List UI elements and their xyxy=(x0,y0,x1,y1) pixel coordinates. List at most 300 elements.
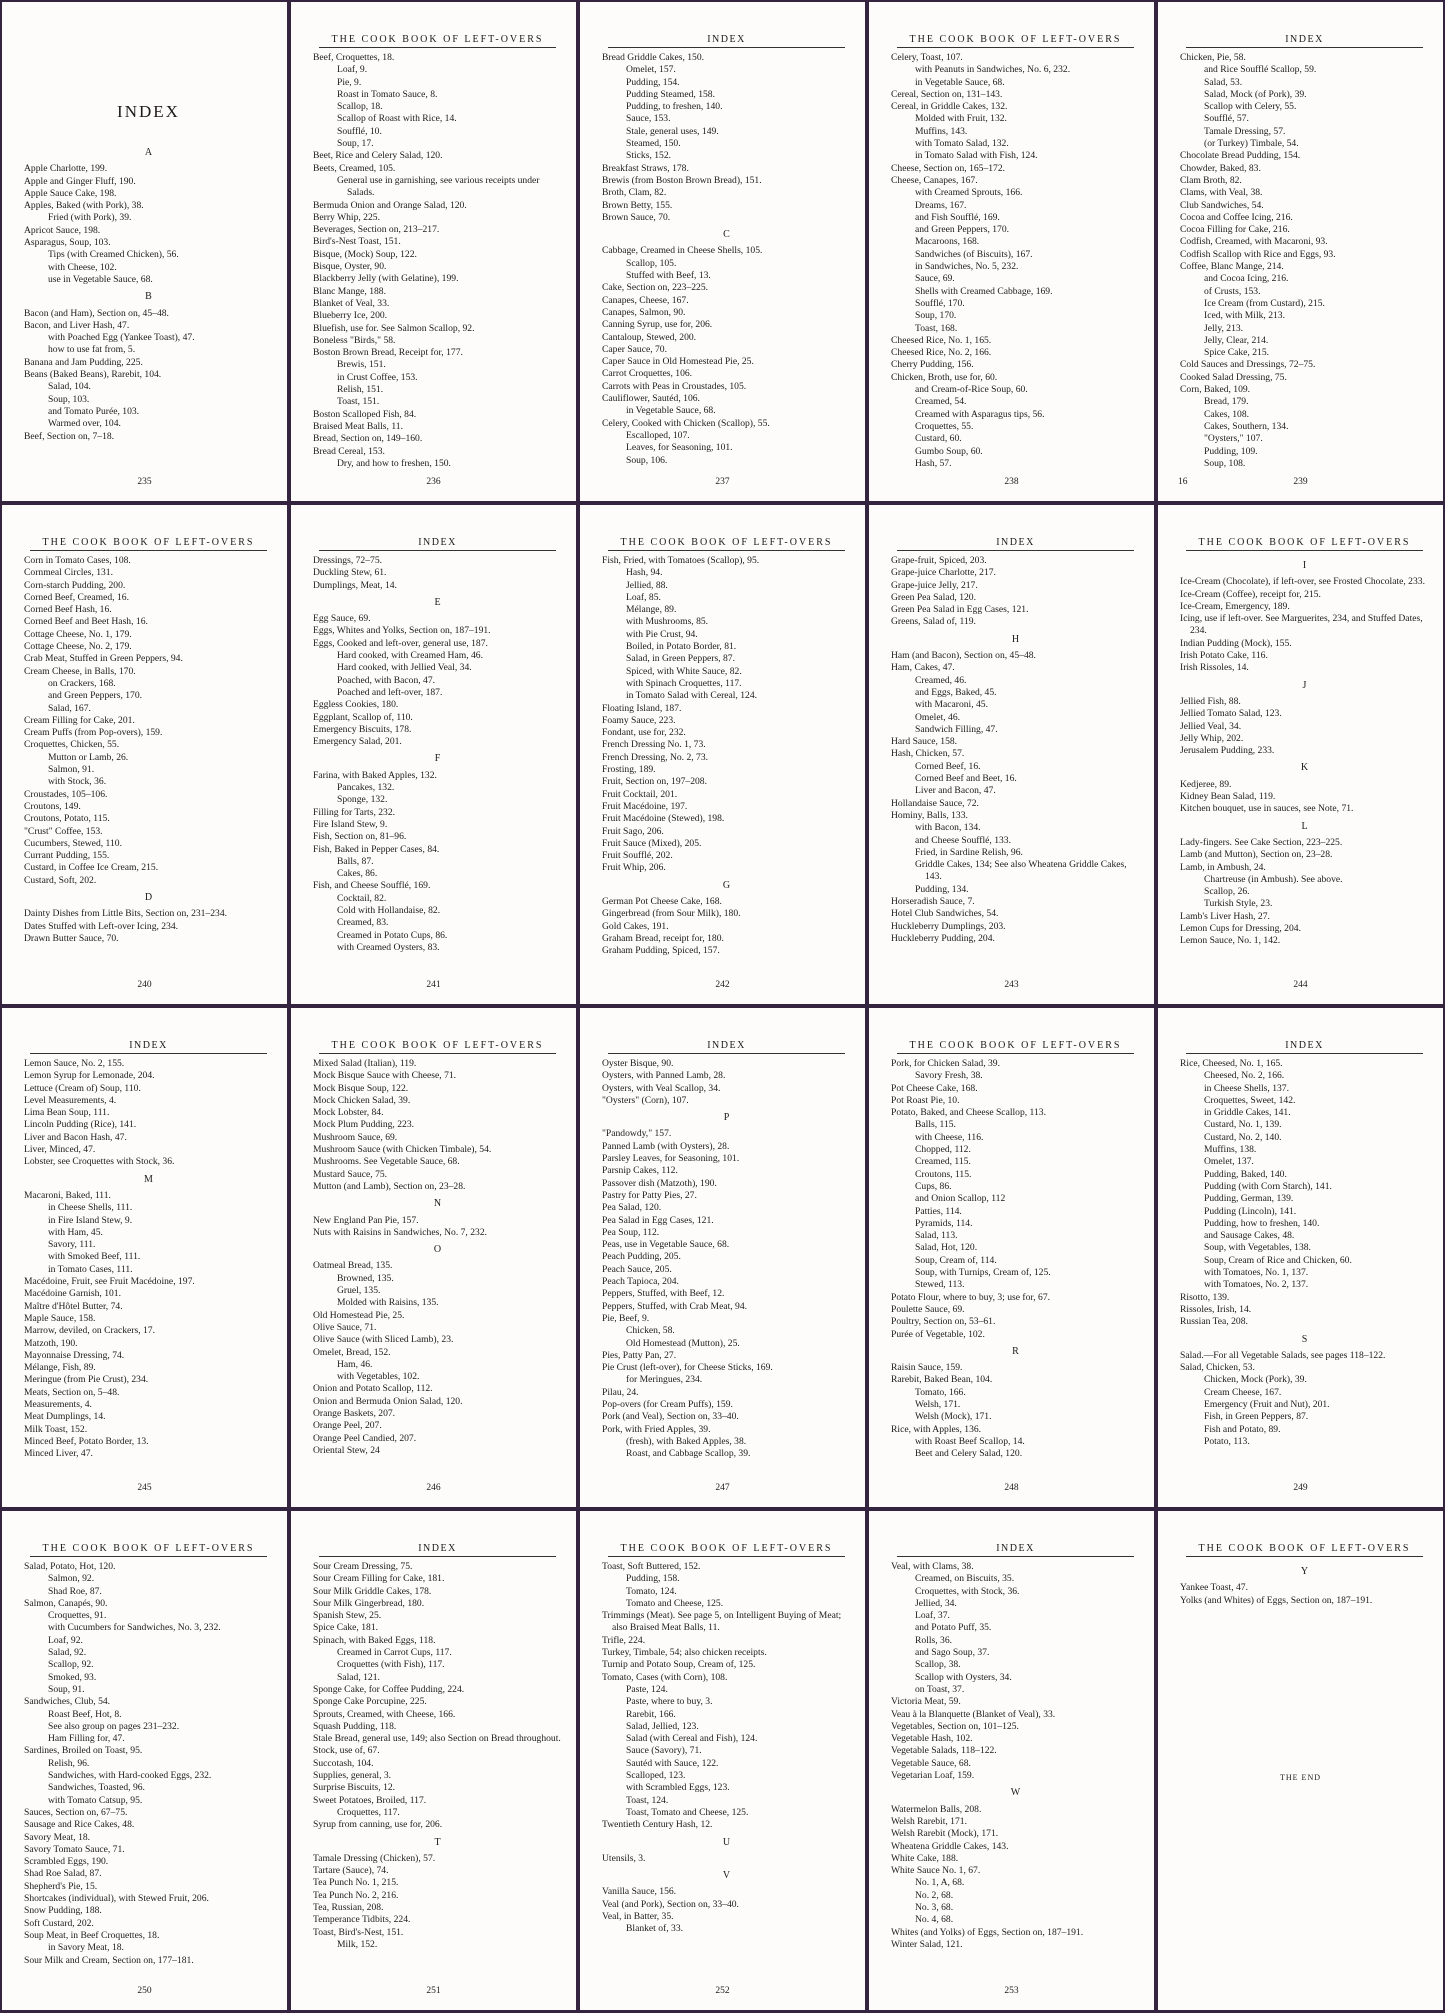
index-entries xyxy=(891,555,1140,945)
index-subentry: Macaroons, 168. xyxy=(915,236,980,248)
book-page xyxy=(1158,1008,1443,1507)
index-entries xyxy=(24,1058,273,1461)
index-entry: Banana and Jam Pudding, 225. xyxy=(24,356,143,368)
index-entry: Soft Custard, 202. xyxy=(24,1917,94,1929)
index-subentry: Soup, 106. xyxy=(626,454,668,466)
index-subentry: Jelly, 213. xyxy=(1204,322,1244,334)
page-header: THE COOK BOOK OF LEFT-OVERS xyxy=(30,537,267,551)
index-subentry: with Vegetables, 102. xyxy=(337,1371,420,1383)
index-entry: Gold Cakes, 191. xyxy=(602,920,669,932)
signature-mark: 16 xyxy=(1178,477,1188,487)
index-entry: Coffee, Blanc Mange, 214. xyxy=(1180,261,1284,273)
index-subentry: Cold with Hollandaise, 82. xyxy=(337,905,441,917)
index-subentry: Fish and Potato, 89. xyxy=(1204,1423,1281,1435)
index-entries xyxy=(313,52,562,470)
index-subentry: Croquettes, 55. xyxy=(915,420,974,432)
index-subentry: Blanket of, 33. xyxy=(626,1923,684,1935)
index-entry: White Cake, 188. xyxy=(891,1852,959,1864)
index-entry: Lobster, see Croquettes with Stock, 36. xyxy=(24,1156,175,1168)
section-letter: D xyxy=(144,892,153,904)
index-entry: Lamb's Liver Hash, 27. xyxy=(1180,910,1270,922)
section-letter: B xyxy=(145,291,152,303)
section-letter: P xyxy=(723,1112,730,1124)
index-entry: Tea Punch No. 2, 216. xyxy=(313,1889,399,1901)
index-subentry: Dreams, 167. xyxy=(915,199,967,211)
index-entry: Canapes, Salmon, 90. xyxy=(602,306,686,318)
index-entry: Farina, with Baked Apples, 132. xyxy=(313,769,437,781)
index-entry: Orange Baskets, 207. xyxy=(313,1408,396,1420)
index-entry: Boneless "Birds," 58. xyxy=(313,334,396,346)
index-entry: Lemon Cups for Dressing, 204. xyxy=(1180,923,1301,935)
index-subentry: use in Vegetable Sauce, 68. xyxy=(48,273,153,285)
index-entry: Oysters, with Panned Lamb, 28. xyxy=(602,1070,726,1082)
index-subentry: Muffins, 138. xyxy=(1204,1144,1257,1156)
index-entry: Mock Bisque Sauce with Cheese, 71. xyxy=(313,1070,457,1082)
index-subentry: Turkish Style, 23. xyxy=(1204,898,1273,910)
index-entry: Onion and Potato Scallop, 112. xyxy=(313,1383,433,1395)
index-entry: Pastry for Patty Pies, 27. xyxy=(602,1189,697,1201)
index-entry: Stock, use of, 67. xyxy=(313,1745,380,1757)
index-entry: Toast, Soft Buttered, 152. xyxy=(602,1561,701,1572)
index-entry: Brewis (from Boston Brown Bread), 151. xyxy=(602,174,762,186)
index-entry: Soup Meat, in Beef Croquettes, 18. xyxy=(24,1929,160,1941)
index-subentry: in Fire Island Stew, 9. xyxy=(48,1214,133,1226)
index-entry: Bread Cereal, 153. xyxy=(313,445,385,457)
index-subentry: Muffins, 143. xyxy=(915,125,968,137)
book-page xyxy=(291,1008,576,1507)
index-entry: Tamale Dressing (Chicken), 57. xyxy=(313,1852,436,1864)
index-subentry: Omelet, 137. xyxy=(1204,1156,1254,1168)
index-entry: Minced Liver, 47. xyxy=(24,1448,93,1460)
index-entry: Cottage Cheese, No. 1, 179. xyxy=(24,628,132,640)
index-entry: Matzoth, 190. xyxy=(24,1337,78,1349)
index-entry: Lemon Sauce, No. 2, 155. xyxy=(24,1058,125,1069)
index-entry: Fish, Section on, 81–96. xyxy=(313,831,407,843)
index-entry: Mock Bisque Soup, 122. xyxy=(313,1082,409,1094)
index-subentry: Pudding, Baked, 140. xyxy=(1204,1168,1287,1180)
index-entry: Twentieth Century Hash, 12. xyxy=(602,1819,713,1831)
index-entry: Shepherd's Pie, 15. xyxy=(24,1880,98,1892)
index-entry: Fruit Whip, 206. xyxy=(602,862,666,874)
index-subentry: Salmon, 92. xyxy=(48,1573,95,1585)
index-subentry: and Green Peppers, 170. xyxy=(915,224,1010,236)
index-entry: Salad, Potato, Hot, 120. xyxy=(24,1561,116,1572)
index-entry: Bacon, and Liver Hash, 47. xyxy=(24,319,130,331)
index-subentry: Salad, in Green Peppers, 87. xyxy=(626,653,735,665)
book-page xyxy=(291,505,576,1004)
index-subentry: Steamed, 150. xyxy=(626,138,681,150)
index-entry: Cheesed Rice, No. 2, 166. xyxy=(891,347,992,359)
index-subentry: Custard, No. 2, 140. xyxy=(1204,1131,1282,1143)
index-entry: Cereal, Section on, 131–143. xyxy=(891,88,1003,100)
index-subentry: Paste, where to buy, 3. xyxy=(626,1696,713,1708)
index-entry: Pork, with Fried Apples, 39. xyxy=(602,1423,711,1435)
index-entry: Sour Cream Dressing, 75. xyxy=(313,1561,413,1572)
index-entry: Parsnip Cakes, 112. xyxy=(602,1165,678,1177)
book-page xyxy=(1158,505,1443,1004)
page-header: THE COOK BOOK OF LEFT-OVERS xyxy=(30,1543,267,1557)
index-subentry: and Cream-of-Rice Soup, 60. xyxy=(915,384,1028,396)
index-entries xyxy=(891,1561,1140,1951)
index-subentry: Brewis, 151. xyxy=(337,359,386,371)
index-subentry: Pyramids, 114. xyxy=(915,1217,973,1229)
index-entry: Fish, Baked in Pepper Cases, 84. xyxy=(313,843,440,855)
index-entry: Apple Charlotte, 199. xyxy=(24,163,108,175)
index-subentry: Cakes, 86. xyxy=(337,868,378,880)
index-subentry: Pudding, 154. xyxy=(626,76,680,88)
index-entry: Boston Scalloped Fish, 84. xyxy=(313,408,417,420)
index-entry: Hotel Club Sandwiches, 54. xyxy=(891,908,999,920)
section-letter: N xyxy=(433,1198,442,1210)
index-entry: Vegetables, Section on, 101–125. xyxy=(891,1720,1019,1732)
index-subentry: Pudding Steamed, 158. xyxy=(626,88,716,100)
page-number: 250 xyxy=(137,1986,152,1996)
index-entry: Nuts with Raisins in Sandwiches, No. 7, 232. xyxy=(313,1226,488,1238)
section-letter: O xyxy=(433,1244,442,1256)
index-subentry: Hash, 57. xyxy=(915,457,952,469)
index-entry: Pie Crust (left-over), for Cheese Sticks, 169. xyxy=(602,1362,773,1374)
index-subentry: Corned Beef, 16. xyxy=(915,760,981,772)
index-entry: Minced Beef, Potato Border, 13. xyxy=(24,1435,149,1447)
index-subentry: Corned Beef and Beet, 16. xyxy=(915,773,1017,785)
page-number: 241 xyxy=(426,980,441,990)
index-entry: Apricot Sauce, 198. xyxy=(24,224,101,236)
index-entry: Hominy, Balls, 133. xyxy=(891,809,968,821)
index-subentry: Croutons, 115. xyxy=(915,1168,972,1180)
index-subentry: Fried, in Sardine Relish, 96. xyxy=(915,846,1023,858)
index-entry: Corned Beef, Creamed, 16. xyxy=(24,591,129,603)
index-entry: Canning Syrup, use for, 206. xyxy=(602,319,713,331)
index-entry: Mustard Sauce, 75. xyxy=(313,1168,388,1180)
index-entry: Eggs, Cooked and left-over, general use, 187. xyxy=(313,637,488,649)
index-entry: Kedjeree, 89. xyxy=(1180,778,1232,790)
book-page xyxy=(580,2,865,501)
index-subentry: Pudding, 134. xyxy=(915,883,969,895)
index-entry: Pork (and Veal), Section on, 33–40. xyxy=(602,1411,739,1423)
index-entry: Onion and Bermuda Onion Salad, 120. xyxy=(313,1395,463,1407)
index-entry: Codfish, Creamed, with Macaroni, 93. xyxy=(1180,236,1328,248)
index-entry: Cauliflower, Sautéd, 106. xyxy=(602,393,700,405)
index-entry: Sprouts, Creamed, with Cheese, 166. xyxy=(313,1708,456,1720)
index-entry: Syrup from canning, use for, 206. xyxy=(313,1819,443,1831)
index-subentry: Croquettes (with Fish), 117. xyxy=(337,1659,445,1671)
index-subentry: and Eggs, Baked, 45. xyxy=(915,686,997,698)
index-entry: Tartare (Sauce), 74. xyxy=(313,1865,389,1877)
index-subentry: with Cheese, 116. xyxy=(915,1131,984,1143)
index-entry: Fruit Macédoine, 197. xyxy=(602,800,688,812)
page-number: 253 xyxy=(1004,1986,1019,1996)
index-entry: Corned Beef and Beet Hash, 16. xyxy=(24,616,148,628)
index-entry: Meringue (from Pie Crust), 234. xyxy=(24,1374,149,1386)
section-letter: L xyxy=(1301,820,1308,832)
index-entries xyxy=(602,52,851,467)
page-number: 235 xyxy=(137,477,152,487)
index-entry: Croutons, 149. xyxy=(24,800,81,812)
index-subentry: Hash, 94. xyxy=(626,567,663,579)
index-entry: Hash, Chicken, 57. xyxy=(891,748,965,760)
index-entry: Bisque, Oyster, 90. xyxy=(313,261,387,273)
index-subentry: Ice Cream (from Custard), 215. xyxy=(1204,297,1325,309)
index-entry: Tea, Russian, 208. xyxy=(313,1902,384,1914)
page-number: 246 xyxy=(426,1483,441,1493)
the-end-label: THE END xyxy=(1280,1773,1321,1782)
index-entry: Breakfast Straws, 178. xyxy=(602,162,689,174)
index-subentry: (fresh), with Baked Apples, 38. xyxy=(626,1435,747,1447)
index-subentry: Toast, 151. xyxy=(337,396,380,408)
index-subentry: and Rice Soufflé Scallop, 59. xyxy=(1204,64,1317,76)
index-entry: Custard, in Coffee Ice Cream, 215. xyxy=(24,862,159,874)
index-entry: Veal, with Clams, 38. xyxy=(891,1561,974,1572)
index-subentry: Stuffed with Beef, 13. xyxy=(626,270,711,282)
index-subentry: Soup, with Vegetables, 138. xyxy=(1204,1242,1311,1254)
index-subentry: Jellied, 88. xyxy=(626,579,668,591)
index-entry: Fish, Fried, with Tomatoes (Scallop), 95. xyxy=(602,555,760,566)
index-entry: Scrambled Eggs, 190. xyxy=(24,1856,109,1868)
index-subentry: and Sausage Cakes, 48. xyxy=(1204,1230,1295,1242)
index-entry: Vegetable Hash, 102. xyxy=(891,1733,973,1745)
index-entry: Pot Roast Pie, 10. xyxy=(891,1094,960,1106)
index-entry: Graham Bread, receipt for, 180. xyxy=(602,932,724,944)
index-entry: Temperance Tidbits, 224. xyxy=(313,1914,411,1926)
index-entry: "Crust" Coffee, 153. xyxy=(24,825,103,837)
index-entry: Horseradish Sauce, 7. xyxy=(891,896,975,908)
index-subentry: Spice Cake, 215. xyxy=(1204,347,1270,359)
index-entries xyxy=(24,555,273,945)
index-entry: Carrots with Peas in Croustades, 105. xyxy=(602,380,747,392)
index-subentry: in Tomato Salad with Cereal, 124. xyxy=(626,690,758,702)
index-entry: Liver and Bacon Hash, 47. xyxy=(24,1131,127,1143)
index-subentry: Creamed in Potato Cups, 86. xyxy=(337,929,448,941)
index-entry: Succotash, 104. xyxy=(313,1757,374,1769)
index-entry: Pie, Beef, 9. xyxy=(602,1312,650,1324)
index-subentry: Tomato, 166. xyxy=(915,1386,966,1398)
index-subentry: Sandwich Filling, 47. xyxy=(915,723,998,735)
index-entries xyxy=(313,1058,562,1457)
index-entry: Sardines, Broiled on Toast, 95. xyxy=(24,1745,143,1757)
index-entry: Macédoine, Fruit, see Fruit Macédoine, 197. xyxy=(24,1276,195,1288)
index-subentry: Scallop with Celery, 55. xyxy=(1204,101,1297,113)
index-entry: Corn, Baked, 109. xyxy=(1180,384,1251,396)
index-entry: Peach Sauce, 205. xyxy=(602,1263,672,1275)
index-subentry: with Stock, 36. xyxy=(48,776,107,788)
book-page xyxy=(2,1511,287,2010)
index-subentry: Pudding (with Corn Starch), 141. xyxy=(1204,1180,1332,1192)
book-page xyxy=(580,1511,865,2010)
index-entry: Blanc Mange, 188. xyxy=(313,285,387,297)
index-entry: Level Measurements, 4. xyxy=(24,1094,117,1106)
index-entry: Olive Sauce (with Sliced Lamb), 23. xyxy=(313,1334,454,1346)
index-entry: Vanilla Sauce, 156. xyxy=(602,1886,677,1898)
index-subentry: with Tomatoes, No. 1, 137. xyxy=(1204,1267,1309,1279)
index-subentry: Croquettes, 91. xyxy=(48,1610,107,1622)
index-subentry: Soup, 170. xyxy=(915,310,957,322)
index-subentry: Salad, 167. xyxy=(48,702,91,714)
section-letter: I xyxy=(1302,560,1307,571)
index-subentry: with Poached Egg (Yankee Toast), 47. xyxy=(48,332,195,344)
page-number: 239 xyxy=(1293,477,1308,487)
index-entry: Sausage and Rice Cakes, 48. xyxy=(24,1819,135,1831)
index-entry: Custard, Soft, 202. xyxy=(24,874,97,886)
index-entry: Mixed Salad (Italian), 119. xyxy=(313,1058,417,1069)
index-entry: Wheatena Griddle Cakes, 143. xyxy=(891,1840,1009,1852)
index-subentry: Griddle Cakes, 134; See also Wheatena Griddle Cakes, 143. xyxy=(915,859,1127,883)
index-entry: Macédoine Garnish, 101. xyxy=(24,1288,121,1300)
index-entry: Sour Milk Gingerbread, 180. xyxy=(313,1597,425,1609)
index-entry: Egg Sauce, 69. xyxy=(313,613,371,625)
index-subentry: Warmed over, 104. xyxy=(48,418,121,430)
index-subentry: Soup, 103. xyxy=(48,393,90,405)
book-page xyxy=(1158,1511,1443,2010)
index-subentry: with Pie Crust, 94. xyxy=(626,628,698,640)
index-entry: Bermuda Onion and Orange Salad, 120. xyxy=(313,199,467,211)
index-entry: Mushrooms. See Vegetable Sauce, 68. xyxy=(313,1156,460,1168)
index-subentry: with Cheese, 102. xyxy=(48,261,117,273)
index-subentry: Boiled, in Potato Border, 81. xyxy=(626,641,737,653)
index-entry: Codfish Scallop with Rice and Eggs, 93. xyxy=(1180,248,1336,260)
index-entry: Yolks (and Whites) of Eggs, Section on, 187–191. xyxy=(1180,1594,1373,1606)
index-entries xyxy=(1180,1561,1429,1607)
index-entry: Cherry Pudding, 156. xyxy=(891,359,974,371)
index-entry: Graham Pudding, Spiced, 157. xyxy=(602,945,720,957)
index-entry: Fire Island Stew, 9. xyxy=(313,818,388,830)
index-subentry: Scallop with Oysters, 34. xyxy=(915,1671,1012,1683)
index-entry: Frosting, 189. xyxy=(602,764,656,776)
index-entry: Winter Salad, 121. xyxy=(891,1938,963,1950)
book-page xyxy=(580,505,865,1004)
page-header: THE COOK BOOK OF LEFT-OVERS xyxy=(1186,1543,1423,1557)
section-letter: R xyxy=(1012,1345,1019,1357)
index-entry: Hollandaise Sauce, 72. xyxy=(891,797,979,809)
index-entry: Oyster Bisque, 90. xyxy=(602,1058,674,1069)
page-number: 240 xyxy=(137,980,152,990)
section-letter: Y xyxy=(1300,1566,1309,1577)
index-subentry: Sponge, 132. xyxy=(337,794,388,806)
index-subentry: Cream Cheese, 167. xyxy=(1204,1386,1282,1398)
index-subentry: Savory Fresh, 38. xyxy=(915,1070,983,1082)
index-entry: Cereal, in Griddle Cakes, 132. xyxy=(891,101,1008,113)
index-entry: Surprise Biscuits, 12. xyxy=(313,1782,396,1794)
index-subentry: Salad, 113. xyxy=(915,1230,958,1242)
index-subentry: Pudding (Lincoln), 141. xyxy=(1204,1205,1297,1217)
index-subentry: Creamed, 54. xyxy=(915,396,967,408)
index-entry: Celery, Toast, 107. xyxy=(891,52,963,63)
index-subentry: Stewed, 113. xyxy=(915,1279,965,1291)
index-entry: Dainty Dishes from Little Bits, Section on, 231–234. xyxy=(24,908,228,920)
index-subentry: Ham Filling for, 47. xyxy=(48,1733,125,1745)
index-entry: Grape-fruit, Spiced, 203. xyxy=(891,555,987,566)
index-entry: Trifle, 224. xyxy=(602,1634,646,1646)
index-subentry: Pudding, to freshen, 140. xyxy=(626,101,723,113)
index-entry: Gingerbread (from Sour Milk), 180. xyxy=(602,908,741,920)
index-subentry: and Potato Puff, 35. xyxy=(915,1622,992,1634)
index-entry: White Sauce No. 1, 67. xyxy=(891,1865,981,1877)
index-entry: Spinach, with Baked Eggs, 118. xyxy=(313,1634,436,1646)
index-subentry: Old Homestead (Mutton), 25. xyxy=(626,1337,740,1349)
index-subentry: Savory, 111. xyxy=(48,1239,96,1251)
index-subentry: Cakes, Southern, 134. xyxy=(1204,420,1289,432)
page-number: 251 xyxy=(426,1986,441,1996)
index-entry: Purée of Vegetable, 102. xyxy=(891,1328,985,1340)
index-entry: Salad.—For all Vegetable Salads, see pages 118–122. xyxy=(1180,1349,1386,1361)
index-entry: Chocolate Bread Pudding, 154. xyxy=(1180,150,1301,162)
index-subentry: Croquettes, Sweet, 142. xyxy=(1204,1094,1296,1106)
book-page xyxy=(2,1008,287,1507)
index-subentry: Soufflé, 10. xyxy=(337,125,382,137)
index-entry: Kidney Bean Salad, 119. xyxy=(1180,791,1276,803)
section-letter: K xyxy=(1300,762,1309,774)
index-entry: Foamy Sauce, 223. xyxy=(602,714,676,726)
index-entry: Snow Pudding, 188. xyxy=(24,1905,102,1917)
index-entry: Jelly Whip, 202. xyxy=(1180,732,1244,744)
page-number: 245 xyxy=(137,1483,152,1493)
index-entry: Chicken, Pie, 58. xyxy=(1180,52,1246,63)
index-entry: "Pandowdy," 157. xyxy=(602,1128,672,1140)
index-entry: Bluefish, use for. See Salmon Scallop, 92. xyxy=(313,322,475,334)
index-subentry: Tamale Dressing, 57. xyxy=(1204,125,1286,137)
index-subentry: Cocktail, 82. xyxy=(337,892,387,904)
index-subentry: Poached, with Bacon, 47. xyxy=(337,674,436,686)
index-entry: Kitchen bouquet, use in sauces, see Note, 71. xyxy=(1180,803,1354,815)
index-entry: Beet, Rice and Celery Salad, 120. xyxy=(313,150,443,162)
index-entry: Fruit Soufflé, 202. xyxy=(602,850,673,862)
book-page xyxy=(869,1008,1154,1507)
index-subentry: Rolls, 36. xyxy=(915,1634,953,1646)
index-entries xyxy=(891,52,1140,470)
index-entry: Russian Tea, 208. xyxy=(1180,1316,1248,1328)
index-entry: Peppers, Stuffed, with Crab Meat, 94. xyxy=(602,1300,748,1312)
page-header: INDEX xyxy=(30,1040,267,1054)
index-entry: Huckleberry Pudding, 204. xyxy=(891,932,995,944)
section-letter: V xyxy=(722,1870,731,1882)
index-entry: Sour Milk and Cream, Section on, 177–181. xyxy=(24,1954,194,1966)
index-subentry: Croquettes, with Stock, 36. xyxy=(915,1585,1020,1597)
index-entry: Crab Meat, Stuffed in Green Peppers, 94. xyxy=(24,653,183,665)
index-entry: Cooked Salad Dressing, 75. xyxy=(1180,371,1287,383)
index-entry: Cucumbers, Stewed, 110. xyxy=(24,837,122,849)
index-entry: Peach Tapioca, 204. xyxy=(602,1276,679,1288)
index-entry: Raisin Sauce, 159. xyxy=(891,1362,963,1374)
index-entry: Fondant, use for, 232. xyxy=(602,727,686,739)
index-entry: Fish, and Cheese Soufflé, 169. xyxy=(313,880,431,892)
index-entry: Pea Soup, 112. xyxy=(602,1226,660,1238)
index-subentry: on Toast, 37. xyxy=(915,1683,965,1695)
index-subentry: Toast, 124. xyxy=(626,1794,669,1806)
index-subentry: Salad, Jellied, 123. xyxy=(626,1720,699,1732)
index-subentry: Salad, 121. xyxy=(337,1671,380,1683)
book-page xyxy=(1158,2,1443,501)
index-entry: French Dressing, No. 2, 73. xyxy=(602,751,709,763)
index-entry: Braised Meat Balls, 11. xyxy=(313,420,403,432)
index-entry: Ham, Cakes, 47. xyxy=(891,662,955,674)
index-subentry: and Cheese Soufflé, 133. xyxy=(915,834,1012,846)
index-subentry: in Sandwiches, No. 5, 232. xyxy=(915,261,1019,273)
index-subentry: with Cucumbers for Sandwiches, No. 3, 232. xyxy=(48,1622,221,1634)
section-letter: C xyxy=(723,229,730,241)
index-entry: Huckleberry Dumplings, 203. xyxy=(891,920,1006,932)
section-letter: M xyxy=(144,1173,153,1185)
page-header: THE COOK BOOK OF LEFT-OVERS xyxy=(1186,537,1423,551)
index-subentry: Creamed, 46. xyxy=(915,674,967,686)
index-subentry: Soup, Cream of Rice and Chicken, 60. xyxy=(1204,1254,1352,1266)
index-subentry: Croquettes, 117. xyxy=(337,1806,400,1818)
index-subentry: Gruel, 135. xyxy=(337,1285,381,1297)
page-number: 236 xyxy=(426,477,441,487)
index-entry: Milk Toast, 152. xyxy=(24,1423,88,1435)
index-entry: Filling for Tarts, 232. xyxy=(313,806,396,818)
index-subentry: Ham, 46. xyxy=(337,1358,373,1370)
index-entry: Cream Puffs (from Pop-overs), 159. xyxy=(24,727,163,739)
index-entry: Pea Salad in Egg Cases, 121. xyxy=(602,1214,714,1226)
